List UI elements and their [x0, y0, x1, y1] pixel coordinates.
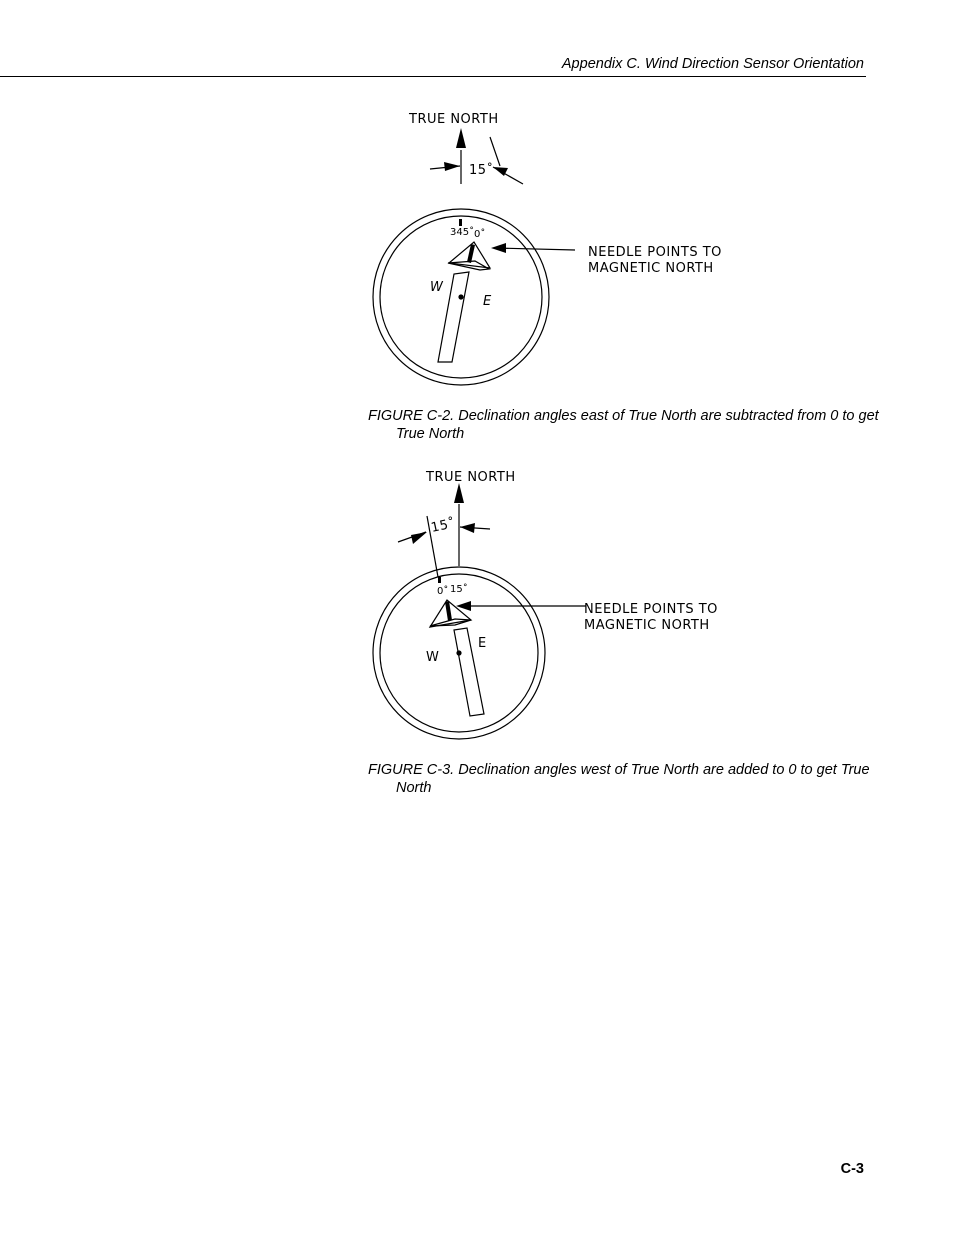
needle-label-line1: NEEDLE POINTS TO: [584, 602, 718, 617]
needle-leader-arrowhead: [491, 243, 506, 253]
figure-c3-compass-diagram: [360, 460, 760, 750]
dimension-arrowhead-left: [411, 532, 427, 544]
dimension-line: [490, 137, 500, 166]
figure-c2-caption: FIGURE C-2. Declination angles east of True North are subtracted from 0 to get True North: [368, 408, 879, 442]
figure-c3-caption: FIGURE C-3. Declination angles west of True North are added to 0 to get True North: [368, 762, 870, 796]
scale-mark-345: 345˚: [450, 227, 475, 238]
east-label: E: [478, 636, 487, 651]
east-label: E: [483, 294, 492, 309]
compass-pivot: [456, 650, 461, 655]
header-rule: [0, 76, 866, 77]
needle-label-line2: MAGNETIC NORTH: [588, 261, 714, 276]
page-header: Appendix C. Wind Direction Sensor Orientation: [561, 56, 864, 72]
west-label: W: [426, 650, 440, 665]
figure-c2-compass-diagram: [360, 100, 760, 395]
dimension-arrowhead-right: [460, 523, 475, 533]
needle-label-line2: MAGNETIC NORTH: [584, 618, 710, 633]
west-label: W: [430, 280, 444, 295]
true-north-arrowhead: [454, 483, 464, 503]
page-number: C-3: [840, 1161, 864, 1177]
north-tick-mark: [438, 577, 441, 583]
dimension-arrowhead-left: [444, 162, 460, 171]
true-north-label: TRUE NORTH: [409, 112, 499, 127]
needle-label-line1: NEEDLE POINTS TO: [588, 245, 722, 260]
true-north-label: TRUE NORTH: [426, 470, 516, 485]
angle-label: 15˚: [429, 516, 457, 536]
scale-mark-0: 0˚: [474, 229, 486, 240]
true-north-arrowhead: [456, 128, 466, 148]
scale-mark-15: 15˚: [450, 584, 468, 595]
angle-label: 15˚: [469, 163, 494, 178]
scale-mark-0: 0˚: [437, 586, 449, 597]
compass-pivot: [458, 294, 463, 299]
north-tick-mark: [459, 219, 462, 226]
